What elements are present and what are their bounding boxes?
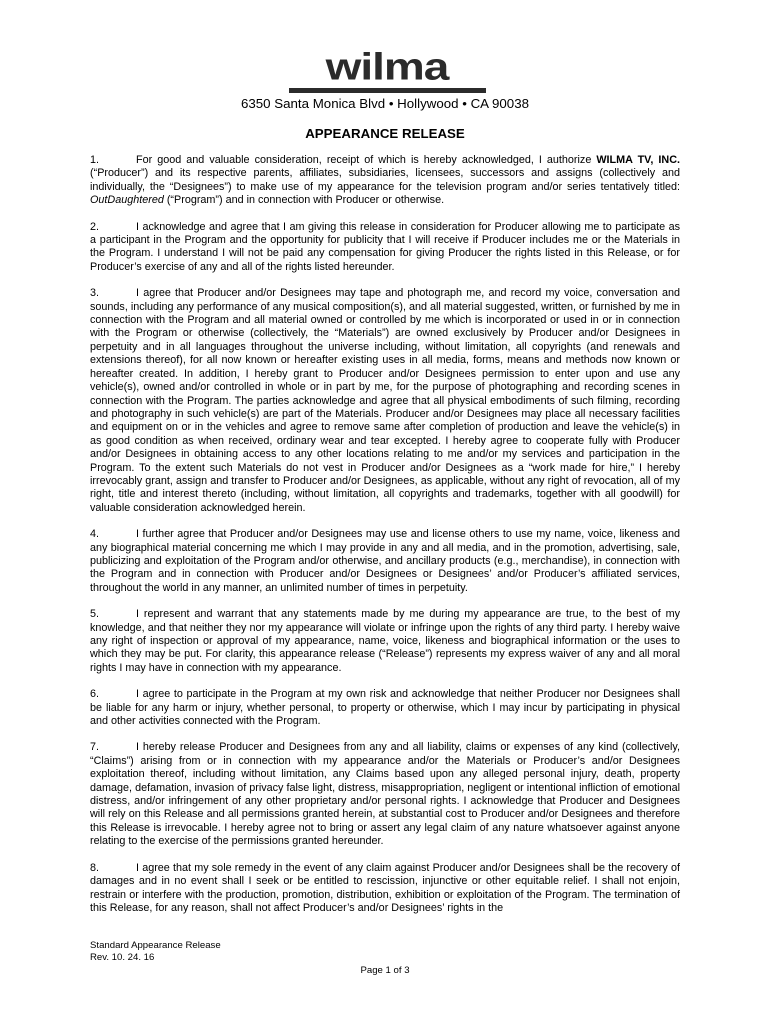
clause-1	[90, 154, 680, 208]
clause-number: 1.	[90, 154, 100, 166]
clause-3	[90, 287, 680, 515]
document-body	[90, 154, 680, 928]
document-footer	[90, 940, 221, 964]
clause-text: I further agree that Producer and/or Designees may use and license others to use my name, voice, likeness and any biographical material concerning me which I may provide in any and all media, and in the promotion, advertising, sale, publicizing and exploitation of the Program and/or otherwise, and ancillary products (e.g., merchandise), in connection with the Program and in connection with Producer and/or Designees or Designees’ and/or Producer’s affiliated services, throughout the world in any manner, an unlimited number of times in perpetuity.	[90, 528, 680, 594]
clause-text: I hereby release Producer and Designees from any and all liability, claims or expenses of any kind (collectively, “Claims”) arising from or in connection with my appearance and/or the Materials or Producer’s and/or Designees exploitation thereof, including without limitation, any Claims based upon any alleged personal injury, death, property damage, defamation, invasion of privacy false light, distress, misappropriation, negligent or intentional infliction of emotional distress, and/or infringement of any other proprietary and/or personal rights. I acknowledge that Producer and Designees will rely on this Release and all permissions granted herein, at substantial cost to Producer and/or Designees and therefore this Release is irrevocable. I hereby agree not to bring or assert any legal claim of any nature whatsoever against anyone relating to the exercise of the permissions granted hereunder.	[90, 741, 680, 848]
clause-7	[90, 741, 680, 848]
company-address: 6350 Santa Monica Blvd • Hollywood • CA 90038	[241, 96, 529, 111]
clause-5	[90, 608, 680, 675]
clause-text: I represent and warrant that any statements made by me during my appearance are true, to the best of my knowledge, and that neither they nor my appearance will violate or infringe upon the rights of any third party. I hereby waive any right of inspection or approval of my appearance, name, voice, likeness and biographical information or the uses to which they may be put. For clarity, this appearance release (“Release”) represents my express waiver of any and all moral rights I may have in connection with my appearance.	[90, 608, 680, 674]
clause-number: 7.	[90, 741, 100, 754]
footer-revision: Rev. 10. 24. 16	[90, 952, 155, 963]
svg-text:wilma: wilma	[325, 50, 449, 88]
clause-4	[90, 528, 680, 595]
company-name: WILMA TV, INC.	[596, 154, 680, 166]
clause-text: I agree that Producer and/or Designees may tape and photograph me, and record my voice, conversation and sounds, including any performance of any musical composition(s), and all material suggested, written, or furnished by me in connection with the Program and all material owned or controlled by me which is incorporated or used in or in connection with the Program or otherwise (collectively, the “Materials”) are owned exclusively by Producer and/or Designees in perpetuity and in all languages throughout the universe including, without limitation, all copyrights (and renewals and extensions thereof), for all now known or hereafter existing uses in all media, forms, means and methods now known or hereafter created. In addition, I hereby grant to Producer and/or Designees permission to enter upon and use any vehicle(s), owned and/or controlled in whole or in part by me, for the purpose of photographing and recording scenes in connection with the Program. The parties acknowledge and agree that all physical embodiments of such filming, recording and photography in such vehicle(s) are part of the Materials. Producer and/or Designees may place all necessary facilities and equipment on or in the vehicles and agree to remove same after completion of production and leave the vehicle(s) in as good condition as when received, ordinary wear and tear excepted. I hereby agree to cooperate fully with Producer and/or Designees in obtaining access to any other locations relating to me and/or my services and participation in the Program. To the extent such Materials do not vest in Producer and/or Designees as a “work made for hire,” I hereby irrevocably grant, assign and transfer to Producer and/or Designees, as applicable, without any right of revocation, all of my right, title and interest thereto (including, without limitation, all copyrights and trademarks, together with all goodwill) for valuable consideration acknowledged herein.	[90, 287, 680, 514]
clause-2	[90, 221, 680, 275]
clause-8	[90, 862, 680, 916]
clause-number: 6.	[90, 688, 100, 701]
clause-number: 8.	[90, 861, 100, 874]
clause-text: I agree to participate in the Program at my own risk and acknowledge that neither Producer nor Designees shall be liable for any harm or injury, whether personal, to property or otherwise, which I may incur by participating in physical and other activities connected with the Program.	[90, 688, 680, 728]
clause-text: For good and valuable consideration, receipt of which is hereby acknowledged, I authorize	[136, 154, 597, 166]
clause-number: 4.	[90, 528, 100, 541]
page-number: Page 1 of 3	[360, 965, 410, 976]
clause-number: 5.	[90, 608, 100, 621]
wilma-logo	[285, 50, 490, 94]
clause-text: (“Program”) and in connection with Producer or otherwise.	[163, 194, 445, 207]
document-title: APPEARANCE RELEASE	[305, 126, 465, 141]
clause-text: I agree that my sole remedy in the event of any claim against Producer and/or Designees shall be the recovery of damages and in no event shall I seek or be entitled to rescission, injunctive or other equitable relief. I shall not enjoin, restrain or interfere with the production, promotion, distribution, exhibition or exploitation of the Program. The termination of this Release, for any reason, shall not affect Producer’s and/or Designees’ rights in the	[90, 861, 680, 914]
clause-text: I acknowledge and agree that I am giving this release in consideration for Producer allowing me to participate as a participant in the Program and the opportunity for publicity that I will receive if Producer includes me or the Materials in the Program. I understand I will not be paid any compensation for giving Producer the rights listed in this Release, or for Producer’s exercise of any and all of the rights listed hereunder.	[90, 220, 680, 273]
clause-number: 3.	[90, 287, 100, 300]
clause-number: 2.	[90, 220, 100, 233]
wilma-logo-graphic	[285, 50, 490, 94]
footer-form-name: Standard Appearance Release	[90, 940, 221, 951]
clause-6	[90, 688, 680, 728]
program-title: OutDaughtered	[90, 194, 164, 207]
clause-text: (“Producer”) and its respective parents, affiliates, subsidiaries, licensees, successors and assigns (collectively and individually, the “Designees”) to make use of my appearance for the television program and/or series tentatively titled:	[90, 167, 680, 193]
